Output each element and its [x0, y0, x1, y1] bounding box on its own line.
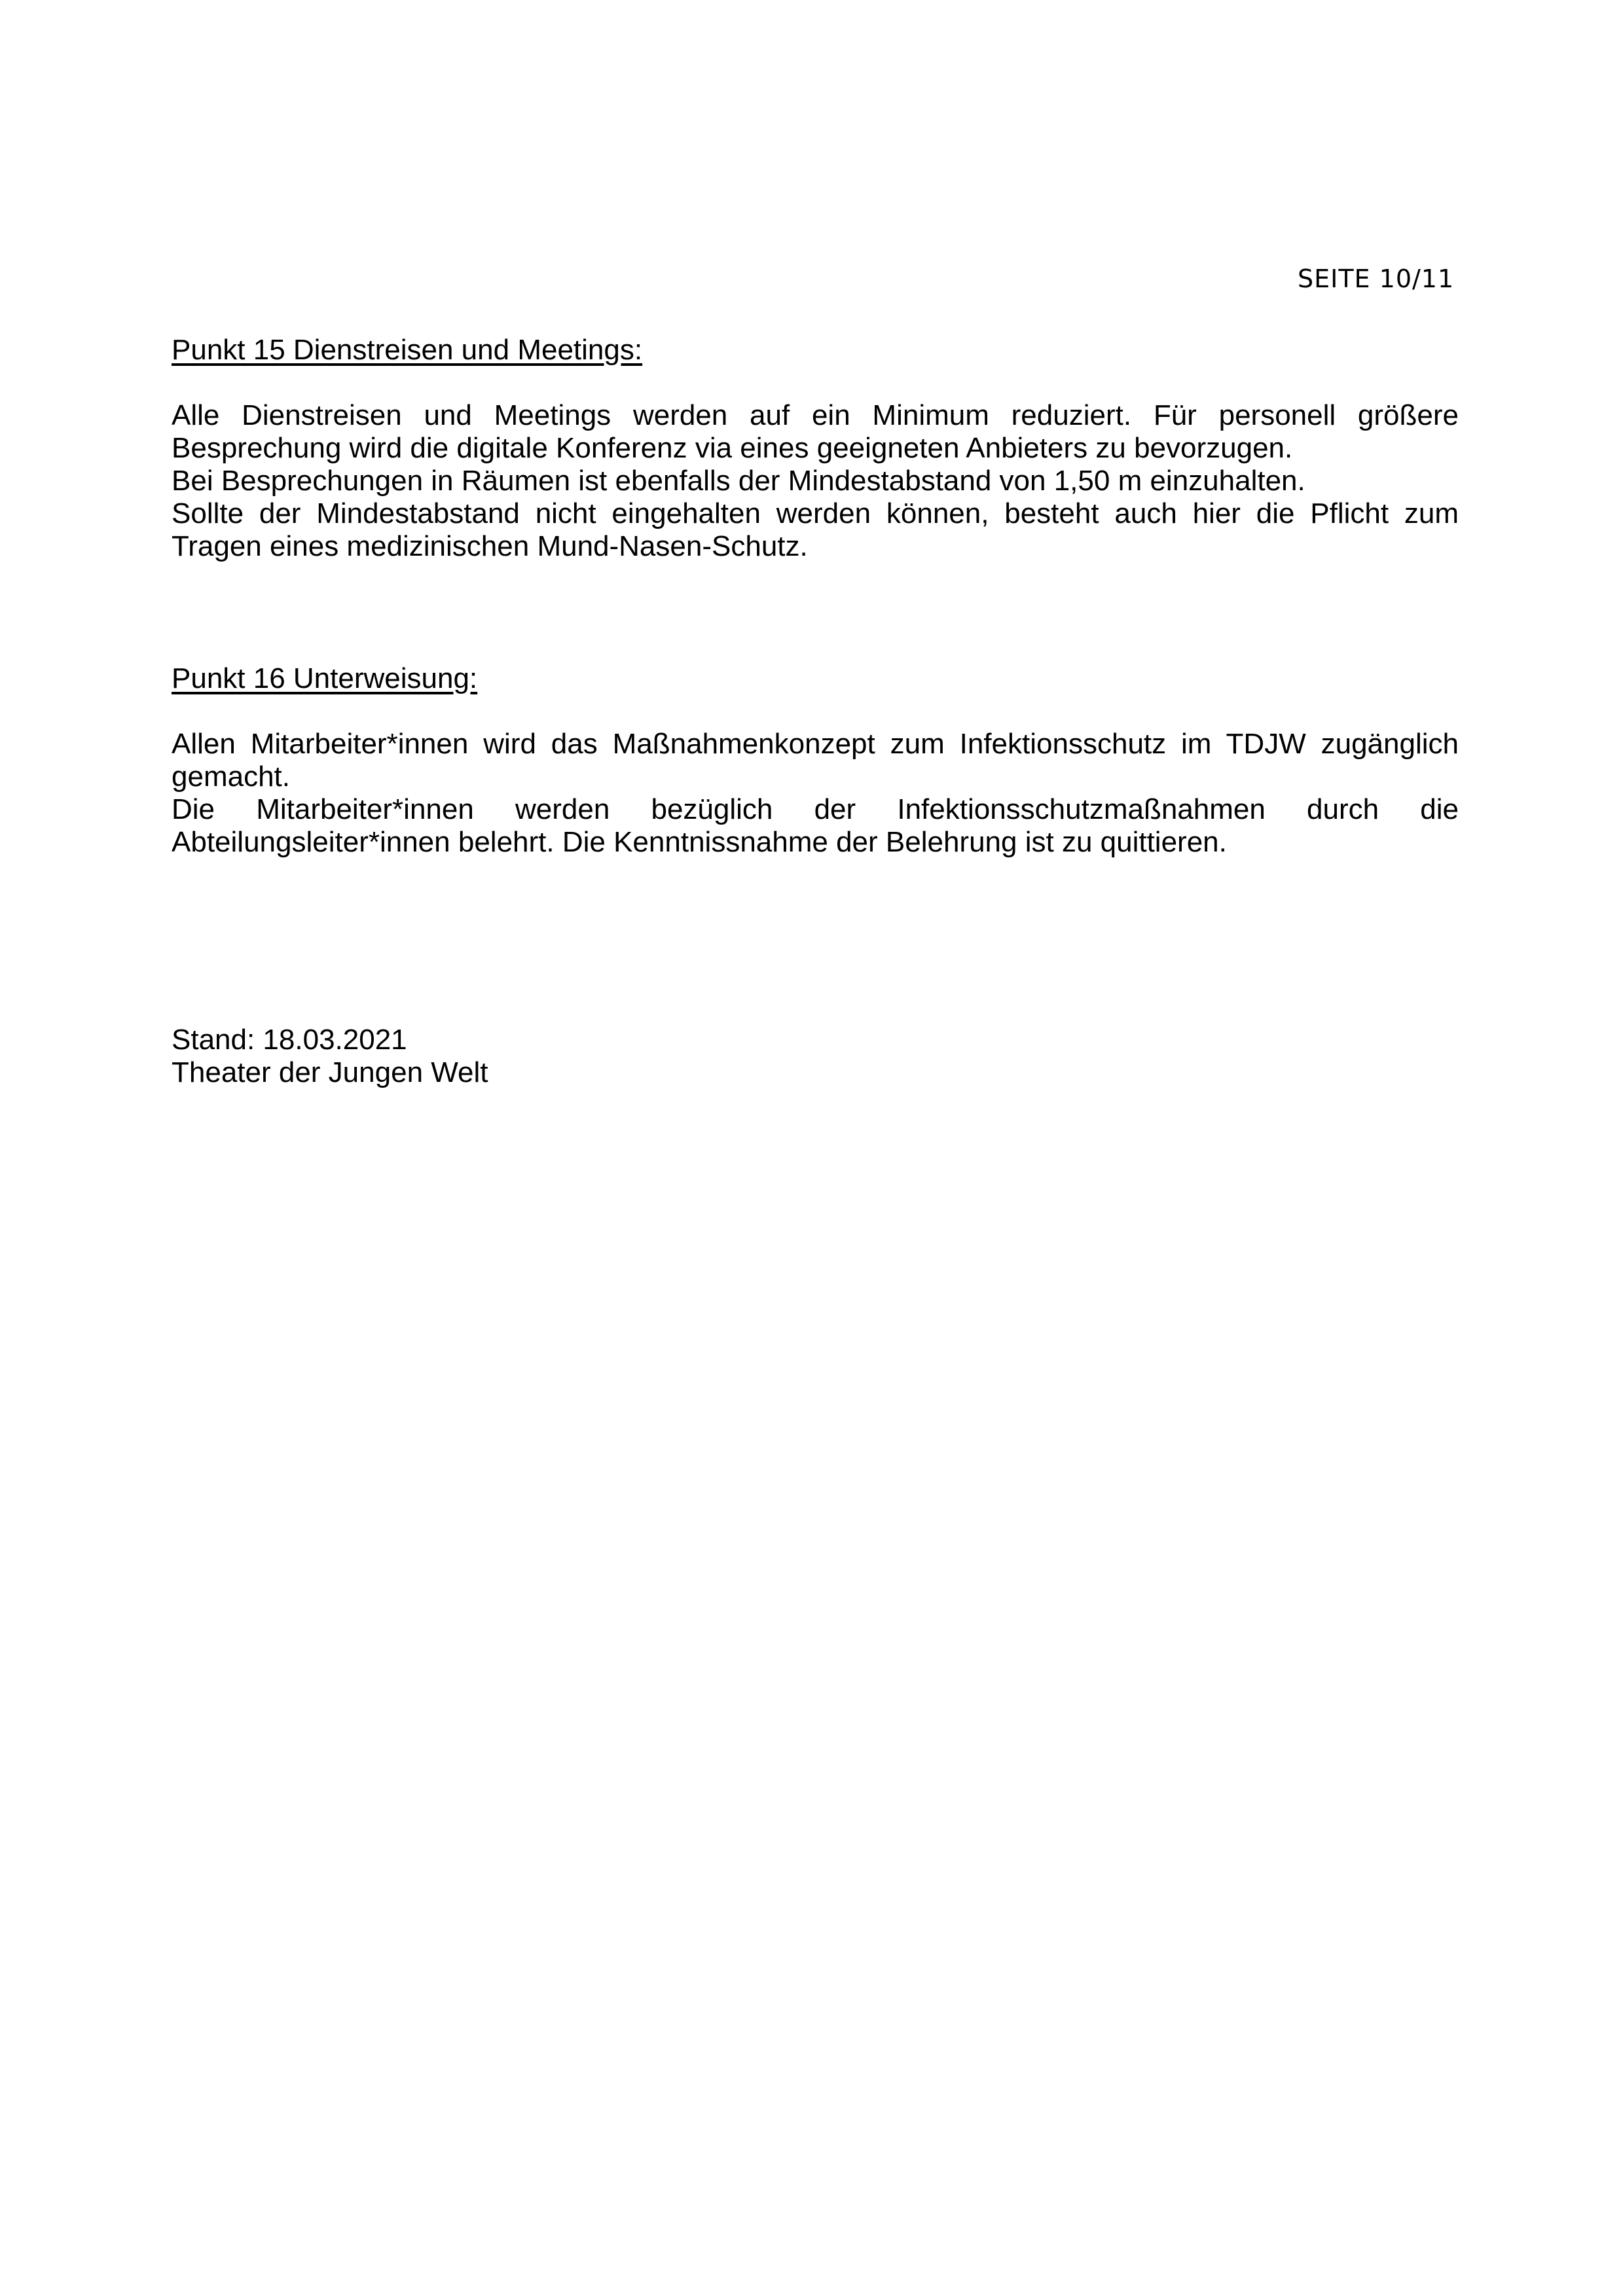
section-16-heading: Punkt 16 Unterweisung: [172, 662, 478, 694]
section-16-body [172, 728, 1459, 859]
page-number: SEITE 10/11 [1298, 264, 1455, 293]
section-15-paragraph-3: Sollte der Mindestabstand nicht eingehalten werden können, besteht auch hier die Pflicht zum Tragen eines medizinischen Mund-Nasen-Schutz. [172, 497, 1459, 562]
stand-date: Stand: 18.03.2021 [172, 1024, 407, 1056]
section-15-heading: Punkt 15 Dienstreisen und Meetings: [172, 334, 643, 366]
organization-name: Theater der Jungen Welt [172, 1056, 488, 1088]
section-16-paragraph-2: Die Mitarbeiter*innen werden bezüglich der Infektionsschutzmaßnahmen durch die Abteilungsleiter*innen belehrt. Die Kenntnissnahme der Belehrung ist zu quittieren. [172, 793, 1459, 858]
section-16-paragraph-1: Allen Mitarbeiter*innen wird das Maßnahmenkonzept zum Infektionsschutz im TDJW zugänglich gemacht. [172, 728, 1459, 793]
section-15-paragraph-1: Alle Dienstreisen und Meetings werden auf ein Minimum reduziert. Für personell größere Besprechung wird die digitale Konferenz via eines geeigneten Anbieters zu bevorzugen. [172, 399, 1459, 464]
section-15-body [172, 399, 1459, 563]
section-15-paragraph-2: Bei Besprechungen in Räumen ist ebenfalls der Mindestabstand von 1,50 m einzuhalten. [172, 465, 1305, 497]
document-footer [172, 1024, 1459, 1089]
